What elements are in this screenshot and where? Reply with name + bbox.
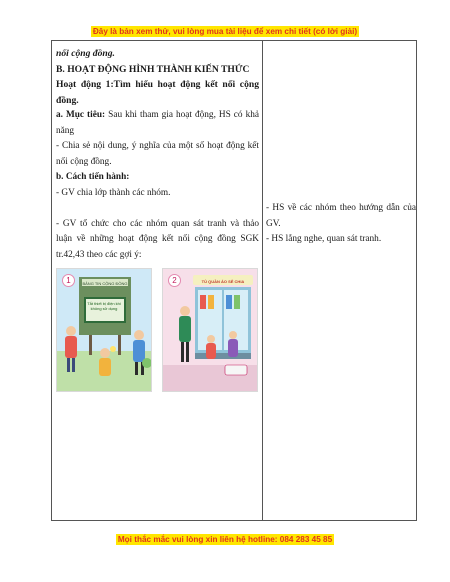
section-heading: B. HOẠT ĐỘNG HÌNH THÀNH KIẾN THỨC bbox=[56, 63, 250, 75]
textbook-illustrations bbox=[56, 268, 259, 398]
objective-text: Sau khi tham gia hoạt động, HS có khả năng bbox=[56, 110, 259, 136]
board-title: BẢNG TIN CỘNG ĐỒNG bbox=[82, 281, 128, 286]
method-label: b. Cách tiến hành: bbox=[56, 172, 130, 182]
step-observe-pictures: - GV tổ chức cho các nhóm quan sát tranh và thảo luận về những hoạt động kết nối cộng đồng SGK tr.42,43 theo các gợi ý: bbox=[56, 218, 259, 260]
lesson-table bbox=[51, 40, 417, 521]
continued-line: nối cộng đồng. bbox=[56, 48, 115, 59]
hotline-text: Mọi thắc mắc vui lòng xin liên hệ hotline: 084 283 45 85 bbox=[117, 535, 333, 544]
student-step-2: - HS lắng nghe, quan sát tranh. bbox=[266, 234, 382, 244]
sharing-cabinet-scene bbox=[163, 269, 258, 392]
illustration-community-board bbox=[56, 268, 152, 392]
objective-paragraph bbox=[56, 108, 259, 139]
cabinet-title: TỦ QUẦN ÁO SẺ CHIA bbox=[201, 279, 245, 284]
activity-heading: Hoạt động 1:Tìm hiểu hoạt động kết nối cộng đồng. bbox=[56, 79, 259, 106]
student-step-1: - HS về các nhóm theo hướng dẫn của GV. bbox=[266, 203, 416, 229]
teacher-activity-column bbox=[56, 46, 259, 398]
student-activity-column bbox=[266, 201, 416, 248]
board-note: Tắt thiết bị điện khi không sử dụng bbox=[87, 301, 121, 311]
step-divide-groups: - GV chia lớp thành các nhóm. bbox=[56, 187, 171, 198]
illustration-number: 2 bbox=[168, 274, 181, 287]
objective-label: a. Mục tiêu: bbox=[56, 110, 106, 120]
community-board-scene bbox=[57, 269, 152, 392]
illustration-sharing-cabinet bbox=[162, 268, 258, 392]
hotline-banner bbox=[0, 535, 450, 544]
objective-point: - Chia sẻ nội dung, ý nghĩa của một số hoạt động kết nối cộng đồng. bbox=[56, 141, 259, 167]
preview-banner bbox=[0, 27, 450, 36]
illustration-number: 1 bbox=[62, 274, 75, 287]
column-divider bbox=[262, 41, 263, 520]
preview-banner-text: Đây là bản xem thử, vui lòng mua tài liệu để xem chi tiết (có lời giải) bbox=[92, 27, 358, 36]
